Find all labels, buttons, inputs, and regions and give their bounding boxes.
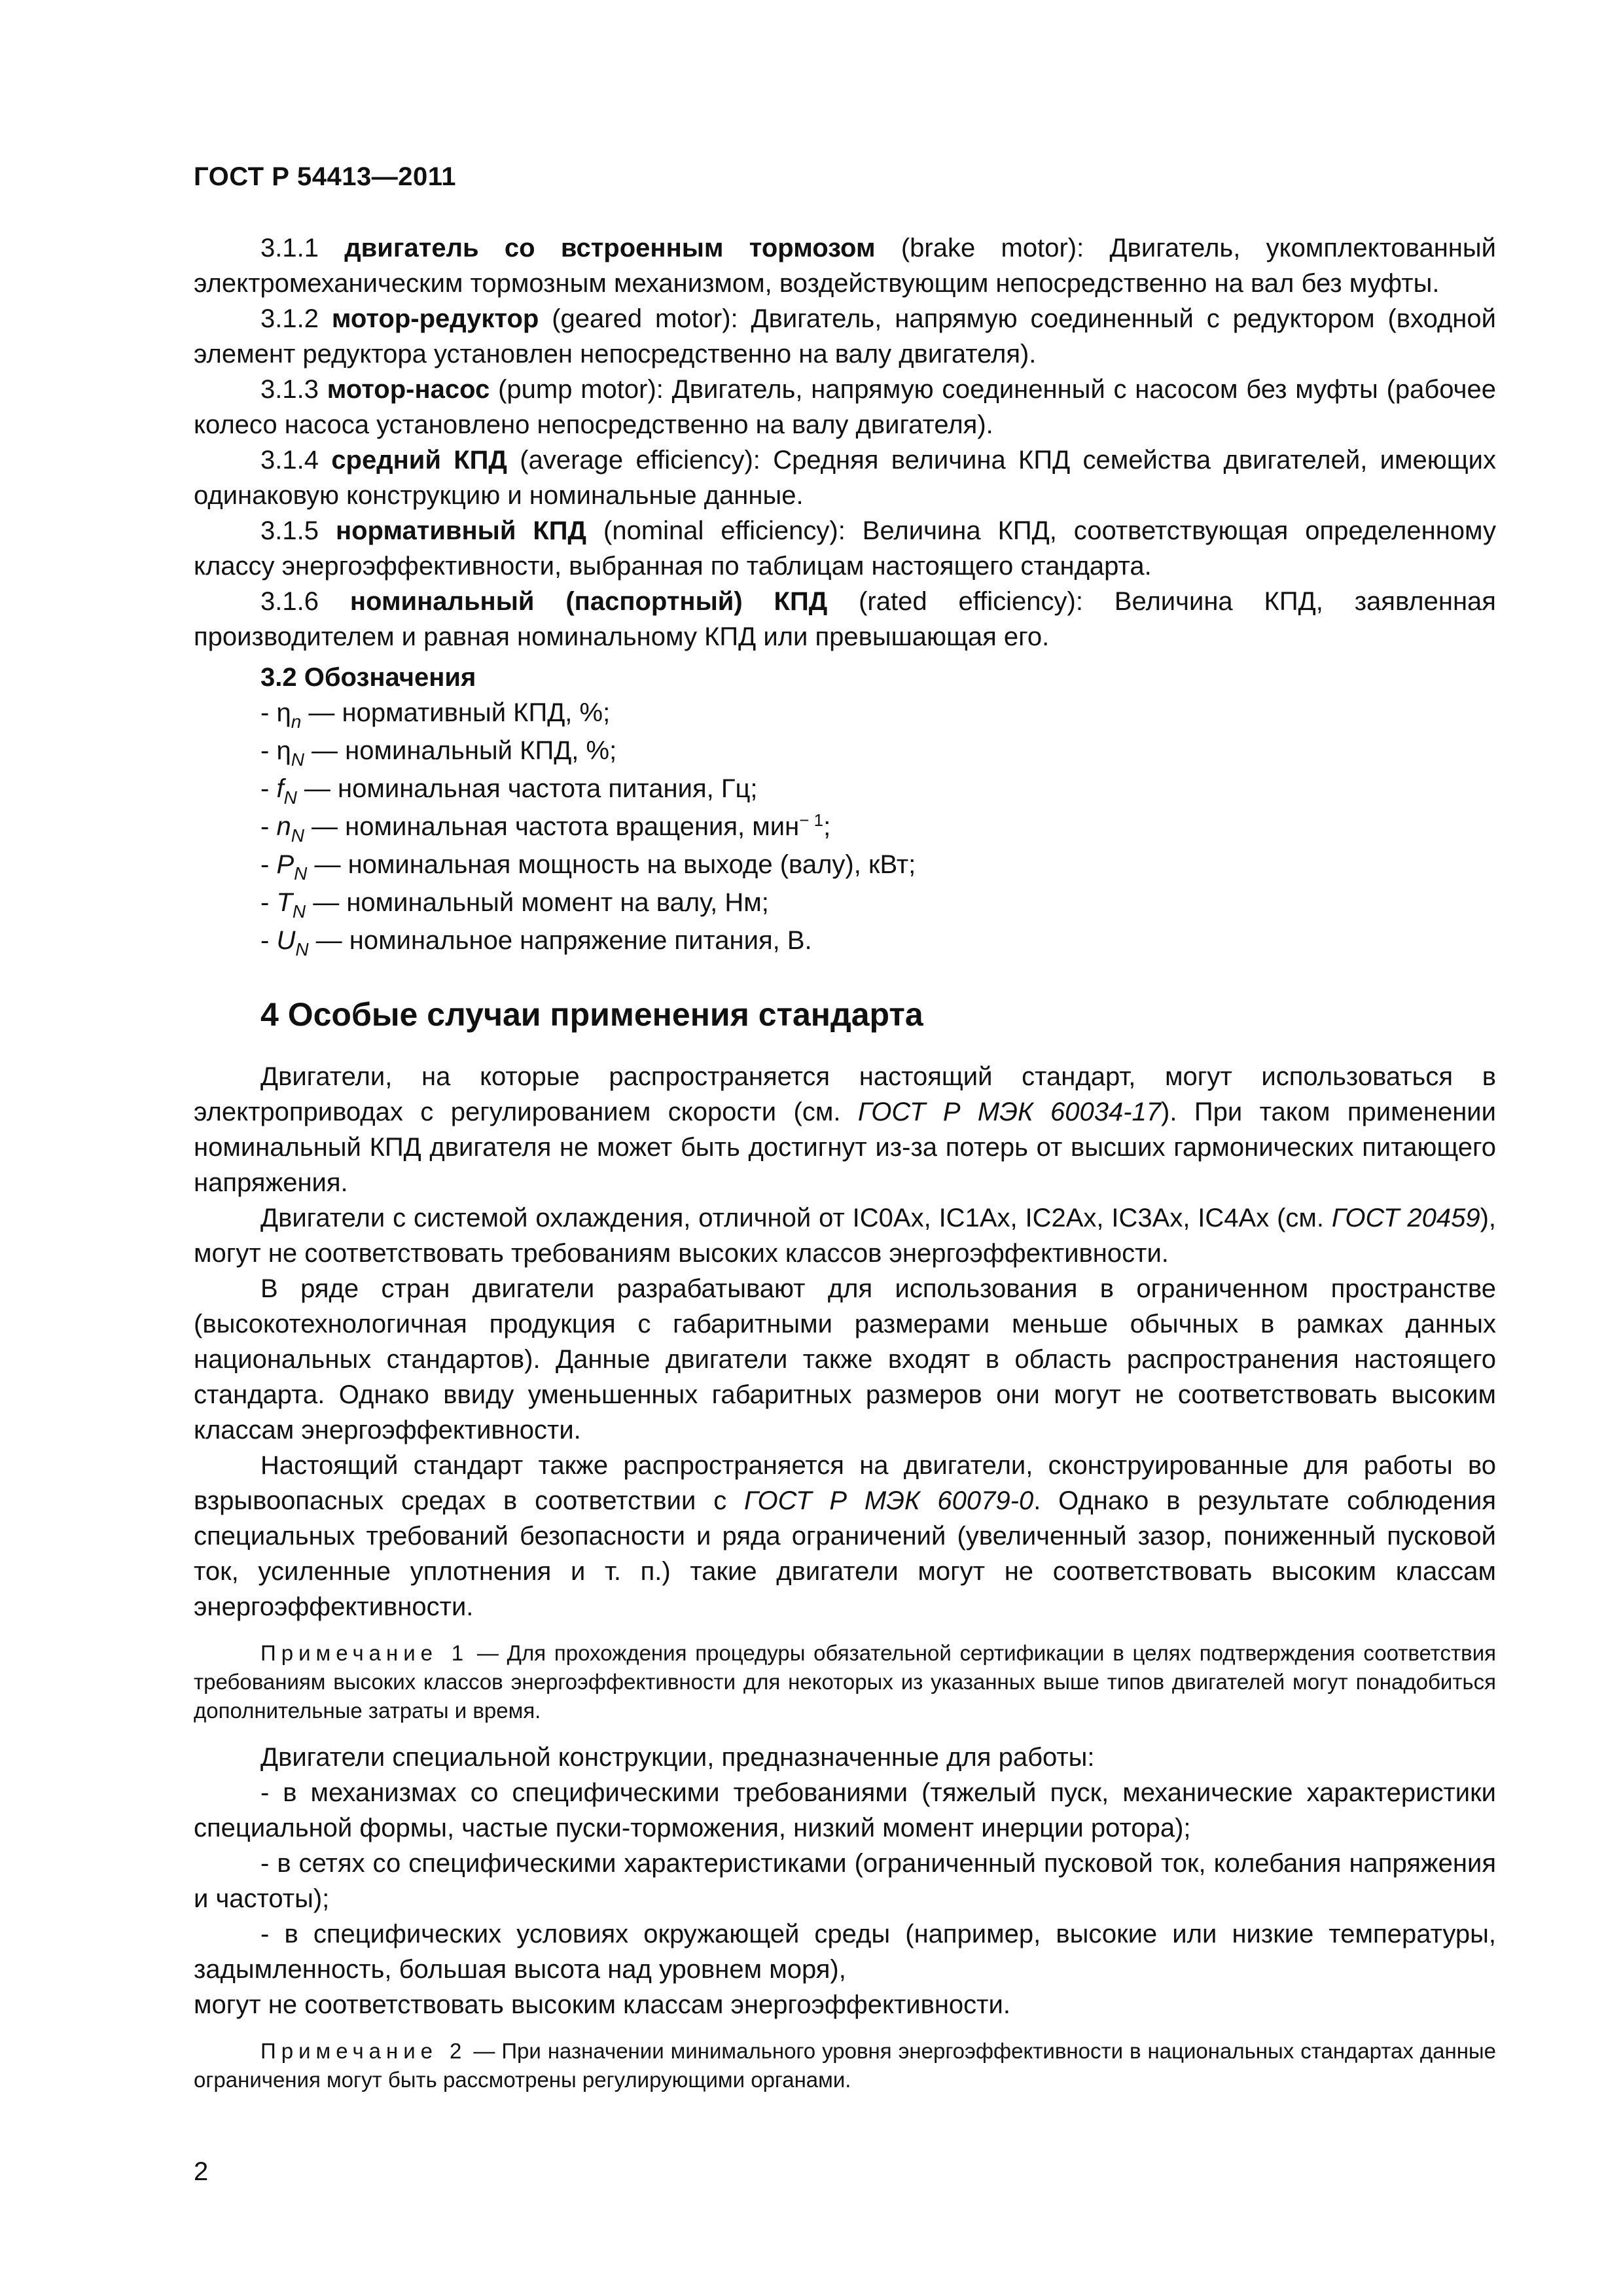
symbol-item: - $T_N$ — номинальный момент на валу, Нм; (260, 888, 769, 922)
term-3-1-4: 3.1.4 средний КПД (average efficiency): Средняя величина КПД семейства двигателей, имеющих одинаковую конструкцию и номинальные данные. (194, 446, 1496, 510)
symbol-item: - $U_N$ — номинальное напряжение питания, В. (260, 926, 812, 960)
note-label: Примечание 2 (260, 2039, 467, 2063)
section-4-paragraph: Настоящий стандарт также распространяется на двигатели, сконструированные для работы во взрывоопасных средах в соответствии с ГОСТ Р МЭК 60079-0. Однако в результате соблюдения специальных требований безопасности и ряда ограничений (увеличенный зазор, пониженный пусковой ток, усиленные уплотнения и т. п.) такие двигатели могут не соответствовать высоким классам энергоэффективности. (194, 1451, 1497, 1621)
terms-block (194, 230, 1496, 2109)
section-4-paragraph: Двигатели, на которые распространяется настоящий стандарт, могут использоваться в электроприводах с регулированием скорости (см. ГОСТ Р МЭК 60034-17). При таком применении номинальный КПД двигателя не может быть достигнут из-за потерь от высших гармонических питающего напряжения. (194, 1062, 1496, 1197)
standard-reference: ГОСТ Р МЭК 60034-17 (857, 1098, 1162, 1126)
symbols-heading: 3.2 Обозначения (260, 663, 476, 692)
note-1: Примечание 1 — Для прохождения процедуры обязательной сертификации в целях подтверждения соответствия требованиям высоких классов энергоэффективности для некоторых из указанных выше типов двигателей могут понадобиться дополнительные затраты и время. (194, 1641, 1497, 1723)
section-4-paragraph: могут не соответствовать высоким классам энергоэффективности. (194, 1990, 1010, 2019)
symbol-item: - $n_N$ — номинальная частота вращения, мин$^{- 1}$; (260, 810, 831, 846)
symbol-item: - $\eta_n$ — нормативный КПД, %; (260, 698, 611, 732)
section-4-paragraph: В ряде стран двигатели разрабатывают для использования в ограниченном пространстве (высокотехнологичная продукция с габаритными размерами меньше обычных в рамках данных национальных стандартов). Данные двигатели также входят в область распространения настоящего стандарта. Однако ввиду уменьшенных габаритных размеров они могут не соответствовать высоким классам энергоэффективности. (194, 1274, 1496, 1444)
list-item: - в сетях со специфическими характеристиками (ограниченный пусковой ток, колебания напряжения и частоты); (194, 1849, 1496, 1913)
list-item: - в специфических условиях окружающей среды (например, высокие или низкие температуры, задымленность, большая высота над уровнем моря), (194, 1920, 1496, 1984)
standard-reference: ГОСТ 20459 (1331, 1204, 1480, 1232)
note-2: Примечание 2 — При назначении минимального уровня энергоэффективности в национальных стандартах данные ограничения могут быть рассмотрены регулирующими органами. (194, 2039, 1496, 2092)
symbol-item: - $P_N$ — номинальная мощность на выходе (валу), кВт; (260, 850, 916, 884)
standard-reference: ГОСТ Р МЭК 60079-0 (744, 1486, 1034, 1515)
term-3-1-5: 3.1.5 нормативный КПД (nominal efficiency): Величина КПД, соответствующая определенному классу энергоэффективности, выбранная по таблицам настоящего стандарта. (194, 516, 1496, 581)
term-3-1-3: 3.1.3 мотор-насос (pump motor): Двигатель, напрямую соединенный с насосом без муфты (рабочее колесо насоса установлено непосредственно на валу двигателя). (194, 375, 1496, 439)
section-4-title: 4 Особые случаи применения стандарта (260, 996, 923, 1033)
term-3-1-1: 3.1.1 двигатель со встроенным тормозом (brake motor): Двигатель, укомплектованный электромеханическим тормозным механизмом, воздействующим непосредственно на вал без муфты. (194, 234, 1496, 298)
section-4-paragraph: Двигатели специальной конструкции, предназначенные для работы: (260, 1743, 1095, 1772)
symbol-item: - $f_N$ — номинальная частота питания, Гц; (260, 774, 758, 808)
section-4-paragraph: Двигатели с системой охлаждения, отличной от IC0Ax, IC1Ax, IC2Ax, IC3Ax, IC4Ax (см. ГОСТ 20459), могут не соответствовать требованиям высоких классов энергоэффективности. (194, 1204, 1496, 1268)
page-number: 2 (194, 2157, 209, 2186)
term-3-1-2: 3.1.2 мотор-редуктор (geared motor): Двигатель, напрямую соединенный с редуктором (входной элемент редуктора установлен непосредственно на валу двигателя). (194, 304, 1496, 368)
symbol-item: - $\eta_N$ — номинальный КПД, %; (260, 736, 617, 770)
term-3-1-6: 3.1.6 номинальный (паспортный) КПД (rated efficiency): Величина КПД, заявленная производителем и равная номинальному КПД или превышающая его. (194, 587, 1496, 651)
note-label: Примечание 1 (260, 1641, 469, 1665)
symbols-list (194, 695, 1496, 961)
standard-header: ГОСТ Р 54413—2011 (194, 162, 456, 191)
list-item: - в механизмах со специфическими требованиями (тяжелый пуск, механические характеристики специальной формы, частые пуски-торможения, низкий момент инерции ротора); (194, 1778, 1496, 1842)
